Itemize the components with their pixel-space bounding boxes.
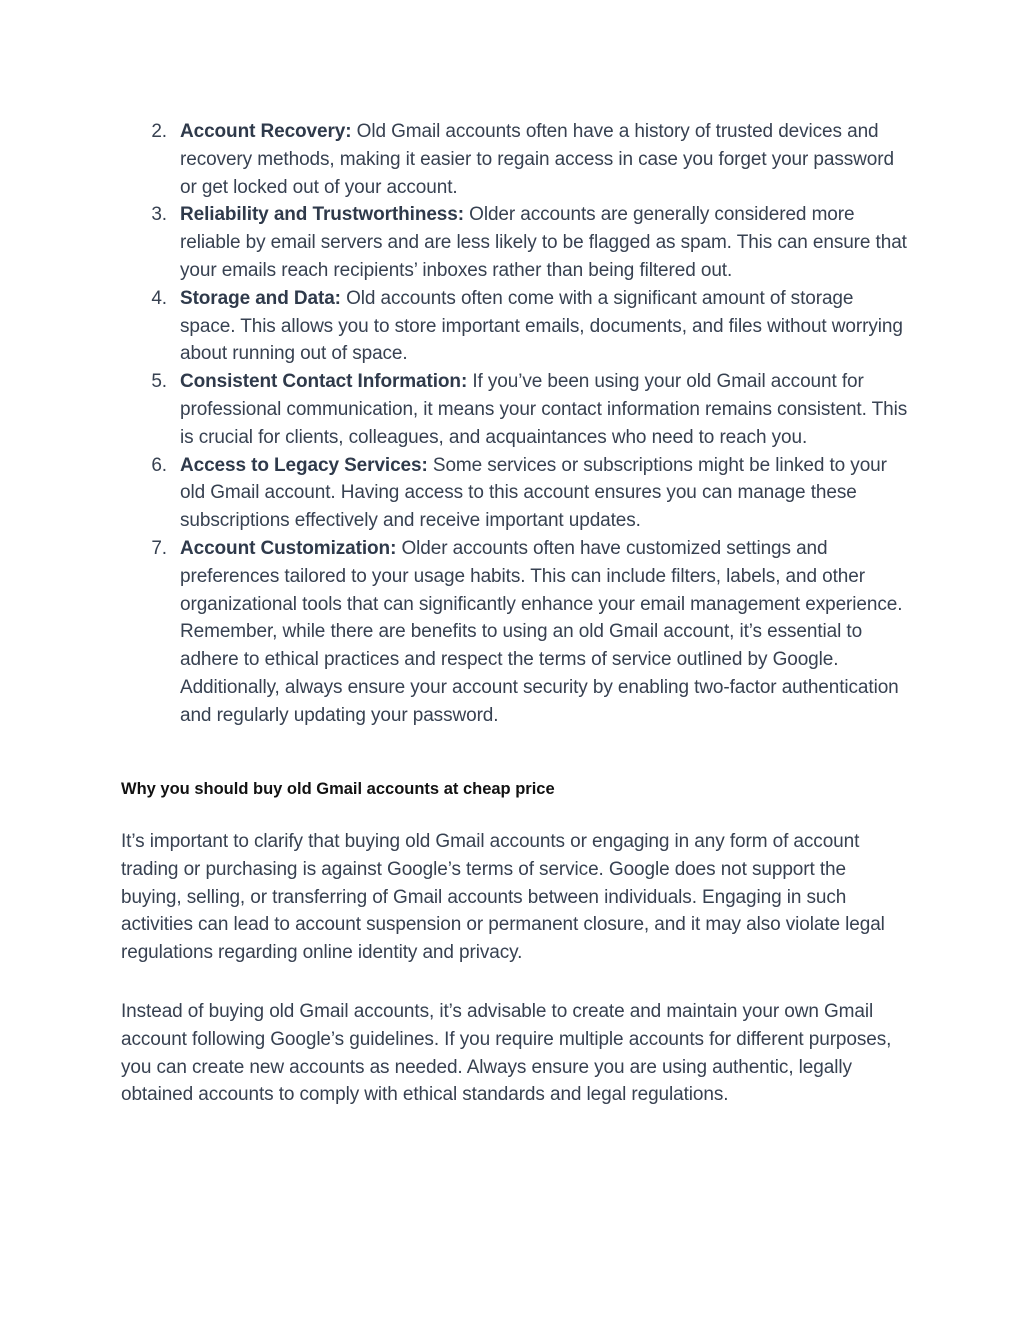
section-heading: Why you should buy old Gmail accounts at cheap price	[121, 780, 555, 798]
list-item-body: Some services or subscriptions might be linked to your old Gmail account. Having access to this account ensures you can manage these subscriptions effectively and receive important updates.	[180, 454, 887, 532]
list-item-body: If you’ve been using your old Gmail account for professional communication, it means your contact information remains consistent. This is crucial for clients, colleagues, and acquaintances who need to reach you.	[180, 371, 908, 448]
list-item-body: Old Gmail accounts often have a history of trusted devices and recovery methods, making it easier to regain access in case you forget your password or get locked out of your account.	[180, 121, 894, 198]
list-item-text	[180, 285, 911, 368]
list-item-text	[180, 535, 911, 730]
list-item-number: 4.	[151, 287, 167, 309]
list-item	[121, 118, 911, 201]
list-item-body: Old accounts often come with a significant amount of storage space. This allows you to store important emails, documents, and files without worrying about running out of space.	[180, 287, 903, 365]
list-item-title: Consistent Contact Information:	[180, 371, 468, 393]
list-item-number: 6.	[151, 454, 167, 476]
list-item-text	[180, 118, 911, 201]
list-item-body: Older accounts often have customized settings and preferences tailored to your usage habits. This can include filters, labels, and other organizational tools that can significantly enhance your email management experience. Remember, while there are benefits to using an old Gmail account, it’s essential to adhere to ethical practices and respect the terms of service outlined by Google. Additionally, always ensure your account security by enabling two-factor authentication and regularly updating your password.	[180, 537, 903, 726]
list-item-number: 7.	[151, 537, 167, 559]
list-item-number: 3.	[151, 204, 167, 226]
benefits-list	[121, 118, 911, 730]
list-item-number: 5.	[151, 371, 167, 393]
list-item-text	[180, 452, 911, 535]
list-item-title: Access to Legacy Services:	[180, 454, 428, 476]
list-item	[121, 452, 911, 535]
list-item-title: Reliability and Trustworthiness:	[180, 204, 464, 226]
list-item-title: Storage and Data:	[180, 287, 341, 309]
list-item-body: Older accounts are generally considered more reliable by email servers and are less likely to be flagged as spam. This can ensure that your emails reach recipients’ inboxes rather than being filtered out.	[180, 204, 907, 281]
list-item-text	[180, 368, 911, 451]
list-item	[121, 368, 911, 451]
list-item	[121, 535, 911, 730]
list-item-title: Account Customization:	[180, 537, 397, 559]
list-item-title: Account Recovery:	[180, 121, 352, 142]
paragraph-terms-warning: It’s important to clarify that buying old Gmail accounts or engaging in any form of account trading or purchasing is against Google’s terms of service. Google does not support the buying, selling, or transferring of Gmail accounts between individuals. Engaging in such activities can lead to account suspension or permanent closure, and it may also violate legal regulations regarding online identity and privacy.	[121, 831, 885, 964]
list-item-number: 2.	[151, 121, 167, 142]
list-item	[121, 201, 911, 284]
paragraph-advice: Instead of buying old Gmail accounts, it’s advisable to create and maintain your own Gmail account following Google’s guidelines. If you require multiple accounts for different purposes, you can create new accounts as needed. Always ensure you are using authentic, legally obtained accounts to comply with ethical standards and legal regulations.	[121, 1001, 892, 1106]
list-item-text	[180, 201, 911, 284]
list-item	[121, 285, 911, 368]
